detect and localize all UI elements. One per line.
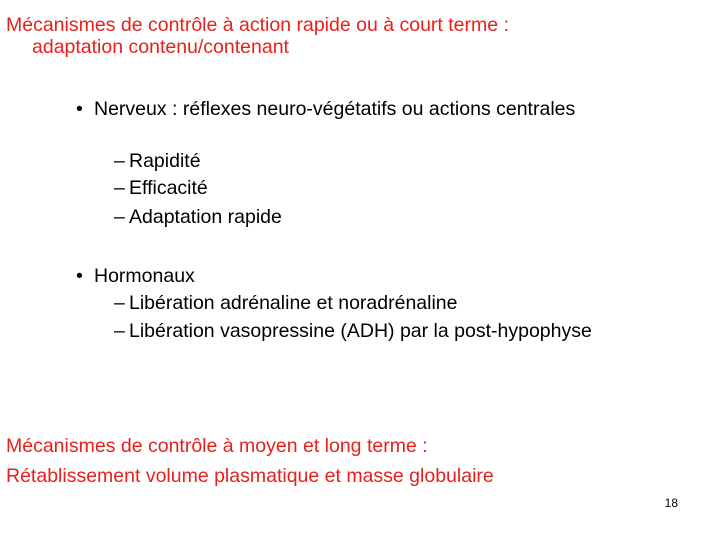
bullet-hormonaux: [76, 264, 676, 289]
heading-short-term-line2: adaptation contenu/contenant: [32, 36, 289, 58]
sub-item-adaptation: [114, 205, 674, 230]
heading-long-term: [6, 431, 706, 491]
sub-item-vasopressine: [114, 319, 614, 344]
heading-short-term: [6, 14, 706, 58]
bullet-text: Hormonaux: [94, 265, 195, 287]
heading-long-term-line2: Rétablissement volume plasmatique et masse globulaire: [6, 465, 494, 487]
heading-short-term-line1: Mécanismes de contrôle à action rapide ou à court terme :: [6, 14, 509, 36]
sub-item-efficacite: [114, 176, 674, 201]
sub-marker: –: [114, 292, 125, 314]
bullet-text: Nerveux : réflexes neuro-végétatifs ou actions centrales: [94, 98, 576, 120]
sub-marker: –: [114, 320, 125, 342]
sub-item-text: Adaptation rapide: [129, 206, 282, 228]
sub-marker: –: [114, 177, 125, 199]
sub-marker: –: [114, 150, 125, 172]
page-number: 18: [664, 496, 678, 510]
sub-marker: –: [114, 206, 125, 228]
bullet-marker: •: [76, 265, 83, 287]
sub-item-text: Rapidité: [129, 150, 201, 172]
bullet-marker: •: [76, 98, 83, 120]
sub-item-text: Libération vasopressine (ADH) par la post-hypophyse: [129, 320, 592, 342]
sub-item-rapidite: [114, 149, 674, 174]
sub-item-adrenaline: [114, 291, 674, 316]
heading-long-term-line1: Mécanismes de contrôle à moyen et long terme :: [6, 435, 428, 457]
sub-item-text: Libération adrénaline et noradrénaline: [129, 292, 458, 314]
bullet-nerveux: [76, 97, 676, 122]
sub-item-text: Efficacité: [129, 177, 208, 199]
